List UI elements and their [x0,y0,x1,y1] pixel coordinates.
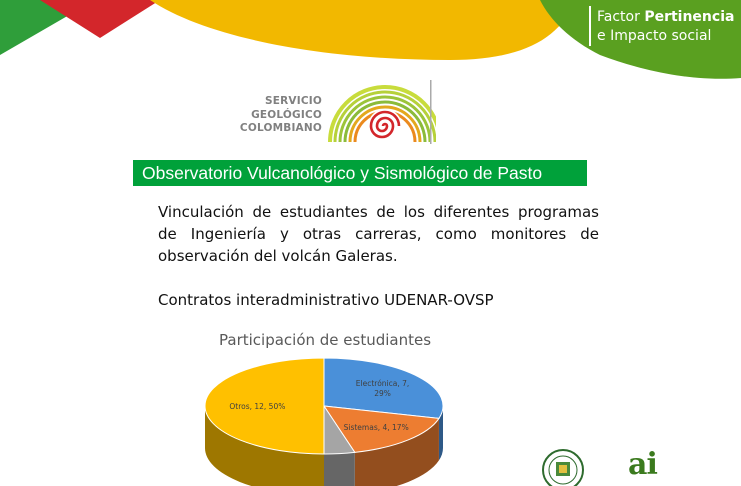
sgc-logo-text: SERVICIO GEOLÓGICO COLOMBIANO [239,95,322,134]
contracts-text: Contratos interadministrativo UDENAR-OVSP [158,291,494,309]
observatory-banner: Observatorio Vulcanológico y Sismológico de Pasto [133,160,587,186]
chart-title: Participación de estudiantes [219,331,432,349]
pie-label-electrónica: Electrónica, 7, [355,378,410,388]
pie-side-2 [324,452,355,486]
section-header-line2: e Impacto social [597,28,712,44]
pie-label-electrónica-pct: 29% [374,388,391,398]
students-paragraph: Vinculación de estudiantes de los diferentes programas de Ingeniería y otras carreras, como monitores de observación del volcán Galeras. [158,203,599,265]
section-header [597,8,741,46]
header-divider [589,6,591,46]
pie-chart [196,352,456,486]
pie-label-otros: Otros, 12, 50% [229,402,286,411]
university-seal-icon [541,448,585,486]
pie-label-sistemas: Sistemas, 4, 17% [343,423,409,433]
section-header-line1: Factor Pertinencia [597,9,735,25]
ai-logo: ai [628,447,657,482]
yellow-swoosh-shape [150,0,575,60]
sgc-logo-icon [324,76,436,148]
